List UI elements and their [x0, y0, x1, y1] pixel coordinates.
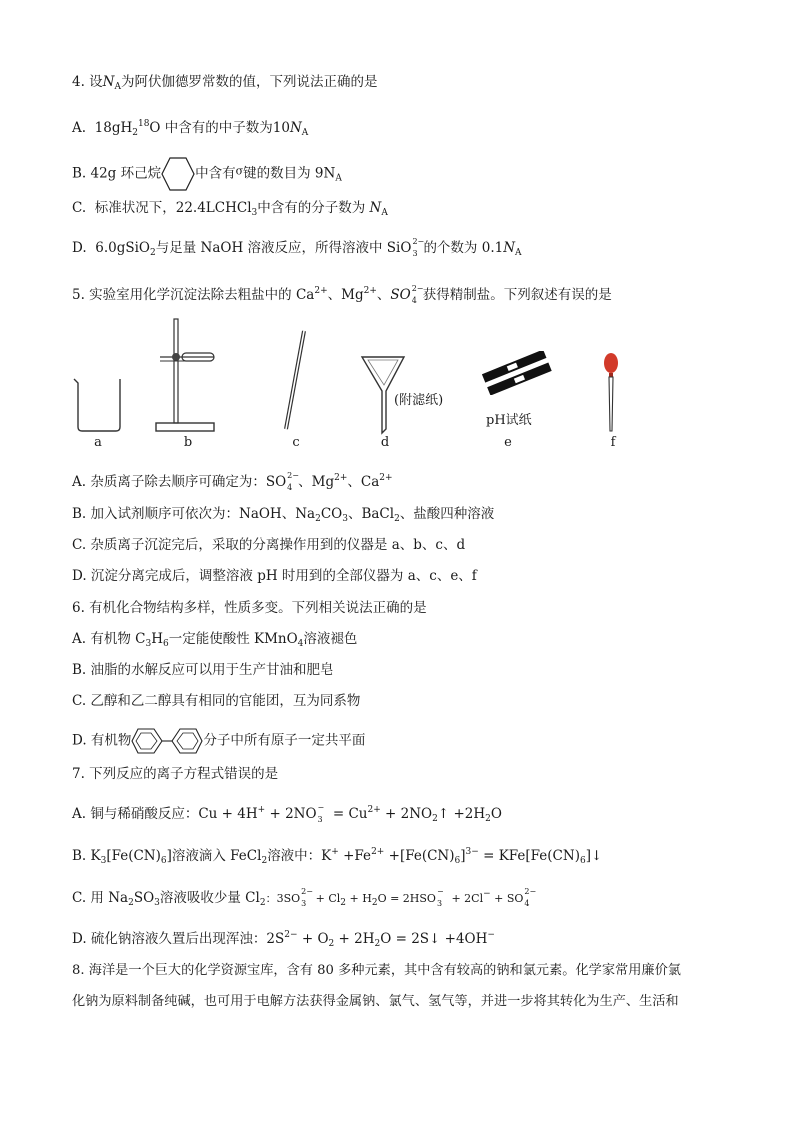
- ph-paper-icon: [482, 351, 552, 395]
- label-a: a: [94, 435, 102, 450]
- label-e: e: [504, 435, 512, 450]
- label-c: c: [292, 435, 300, 450]
- q6-stem: 6. 有机化合物结构多样，性质多变。下列相关说法正确的是: [72, 600, 427, 616]
- ph-paper-note: pH试纸: [486, 413, 532, 428]
- label-d: d: [380, 435, 390, 450]
- q5-option-a: A. 杂质离子除去顺序可确定为：SO 2− 4 、$Mg^{2+}$、$Ca^{2+}$: [72, 470, 393, 492]
- q4-option-b: B. 42g 环己烷 中含有$^\sigma$键的数目为 $9N_A$: [72, 156, 734, 192]
- filter-paper-note: (附滤纸): [394, 393, 444, 408]
- q4-option-d: D. 6.0gSiO$_2$与足量 NaOH 溶液反应，所得溶液中 SiO 2− 3 的个数为 $0.1N_A$: [72, 236, 522, 258]
- dropper-icon: [600, 351, 622, 435]
- q6-option-a: A. 有机物 $C_3H_6$一定能使酸性 KMnO$_4$溶液褪色: [72, 631, 358, 649]
- q7-stem: 7. 下列反应的离子方程式错误的是: [72, 766, 279, 782]
- q6-option-b: B. 油脂的水解反应可以用于生产甘油和肥皂: [72, 662, 334, 678]
- beaker-icon: [70, 375, 126, 433]
- q5-option-c: C. 杂质离子沉淀完后，采取的分离操作用到的仪器是 a、b、c、d: [72, 537, 466, 553]
- biphenyl-structure: [131, 727, 203, 755]
- q4-stem: 4. 设$N_A$为阿伏伽德罗常数的值，下列说法正确的是: [72, 74, 378, 92]
- label-f: f: [610, 435, 616, 450]
- q5-stem: 5. 实验室用化学沉淀法除去粗盐中的 $Ca^{2+}$、$Mg^{2+}$、SO 2− 4 获得精制盐。下列叙述有误的是: [72, 283, 612, 305]
- q6-option-c: C. 乙醇和乙二醇具有相同的官能团，互为同系物: [72, 693, 361, 709]
- q7-option-b: B. $K_3[Fe(CN)_6]$溶液滴入 FeCl$_2$溶液中：$K^+ +Fe^{2+} +[Fe(CN)_6]^{3-}$ = $KFe[Fe(CN)_6]↓$: [72, 847, 603, 866]
- q8-line-2: 化钠为原料制备纯碱，也可用于电解方法获得金属钠、氯气、氢气等，并进一步将其转化为生产、生活和: [72, 994, 679, 1009]
- q7-option-a: A. 铜与稀硝酸反应：Cu + 4H+ + 2NO − 3 = $Cu^{2+}$ + $2NO_2↑ +2H_2O$: [72, 802, 502, 824]
- glass-rod-icon: [280, 329, 310, 433]
- q7-option-d: D. 硫化钠溶液久置后出现浑浊：$2S^{2-} + O_2 + 2H_2O$ = 2S↓ +4OH−: [72, 930, 495, 949]
- apparatus-figure: [60, 315, 740, 460]
- q4-option-a: A. $18gH_2^{18}O$ 中含有的中子数为$10N_A$: [72, 119, 309, 138]
- iron-stand-icon: [152, 317, 222, 435]
- q5-option-b: B. 加入试剂顺序可依次为：NaOH、$Na_2CO_3$、BaCl$_2$、盐酸四种溶液: [72, 506, 495, 524]
- label-b: b: [183, 435, 193, 450]
- q4-option-c: C. 标准状况下，22.4LCHCl$_3$中含有的分子数为 $N_A$: [72, 200, 388, 218]
- q5-option-d: D. 沉淀分离完成后，调整溶液 pH 时用到的全部仪器为 a、c、e、f: [72, 568, 477, 584]
- q6-option-d: D. 有机物 分子中所有原子一定共平面: [72, 727, 734, 755]
- q8-line-1: 8. 海洋是一个巨大的化学资源宝库，含有 80 多种元素，其中含有较高的钠和氯元素。化学家常用廉价氯: [72, 963, 681, 978]
- q7-option-c: C. 用 $Na_2SO_3$溶液吸收少量 $Cl_2$：3SO 2− 3 + $Cl_2 + H_2O = 2HSO$ − 3 + 2Cl− + SO 2− 4: [72, 887, 537, 908]
- cyclohexane-structure: [161, 156, 195, 192]
